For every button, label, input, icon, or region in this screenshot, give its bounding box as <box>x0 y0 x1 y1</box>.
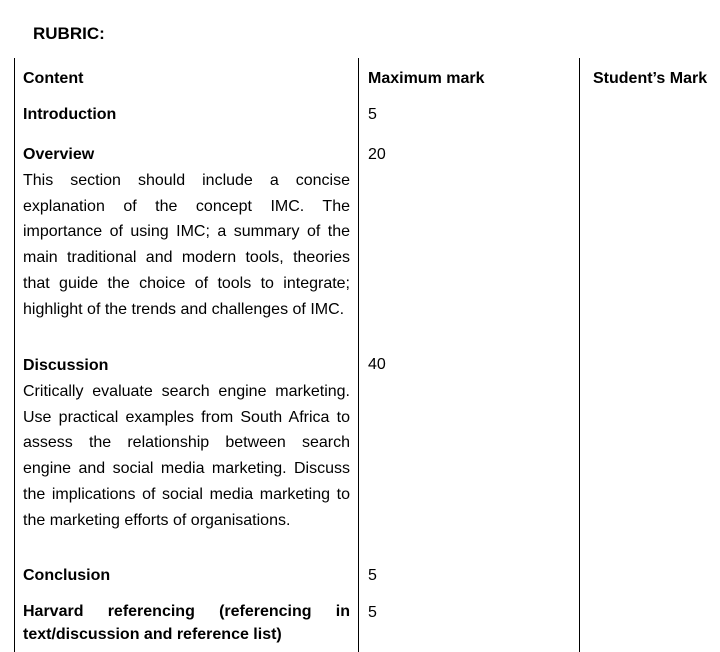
rubric-heading: RUBRIC: <box>33 24 105 43</box>
row-title-overview: Overview <box>23 146 95 163</box>
row-title-introduction: Introduction <box>23 106 117 123</box>
column-header-students-mark: Student’s Mark <box>593 70 708 87</box>
column-header-content: Content <box>23 70 84 87</box>
row-title-harvard-referencing: Harvard referencing (referencing in text/discussion and reference list) <box>23 603 350 643</box>
row-title-discussion: Discussion <box>23 357 109 374</box>
column-border-max <box>579 58 580 652</box>
column-border-content <box>358 58 359 652</box>
row-max-mark-discussion: 40 <box>368 356 386 373</box>
row-max-mark-introduction: 5 <box>368 106 377 123</box>
column-header-maximum-mark: Maximum mark <box>368 70 485 87</box>
rubric-table <box>14 58 720 652</box>
row-max-mark-harvard-referencing: 5 <box>368 604 377 621</box>
row-description-discussion: Critically evaluate search engine marketing. Use practical examples from South Africa to assess the relationship between search engine and social media marketing. Discuss the implications of social media marketing to the marketing efforts of organisations. <box>23 383 350 529</box>
row-description-overview: This section should include a concise explanation of the concept IMC. The importance of using IMC; a summary of the main traditional and modern tools, theories that guide the choice of tools to integrate; highlight of the trends and challenges of IMC. <box>23 172 350 318</box>
row-max-mark-overview: 20 <box>368 146 386 163</box>
row-title-conclusion: Conclusion <box>23 567 111 584</box>
row-max-mark-conclusion: 5 <box>368 567 377 584</box>
column-border-left <box>14 58 15 652</box>
